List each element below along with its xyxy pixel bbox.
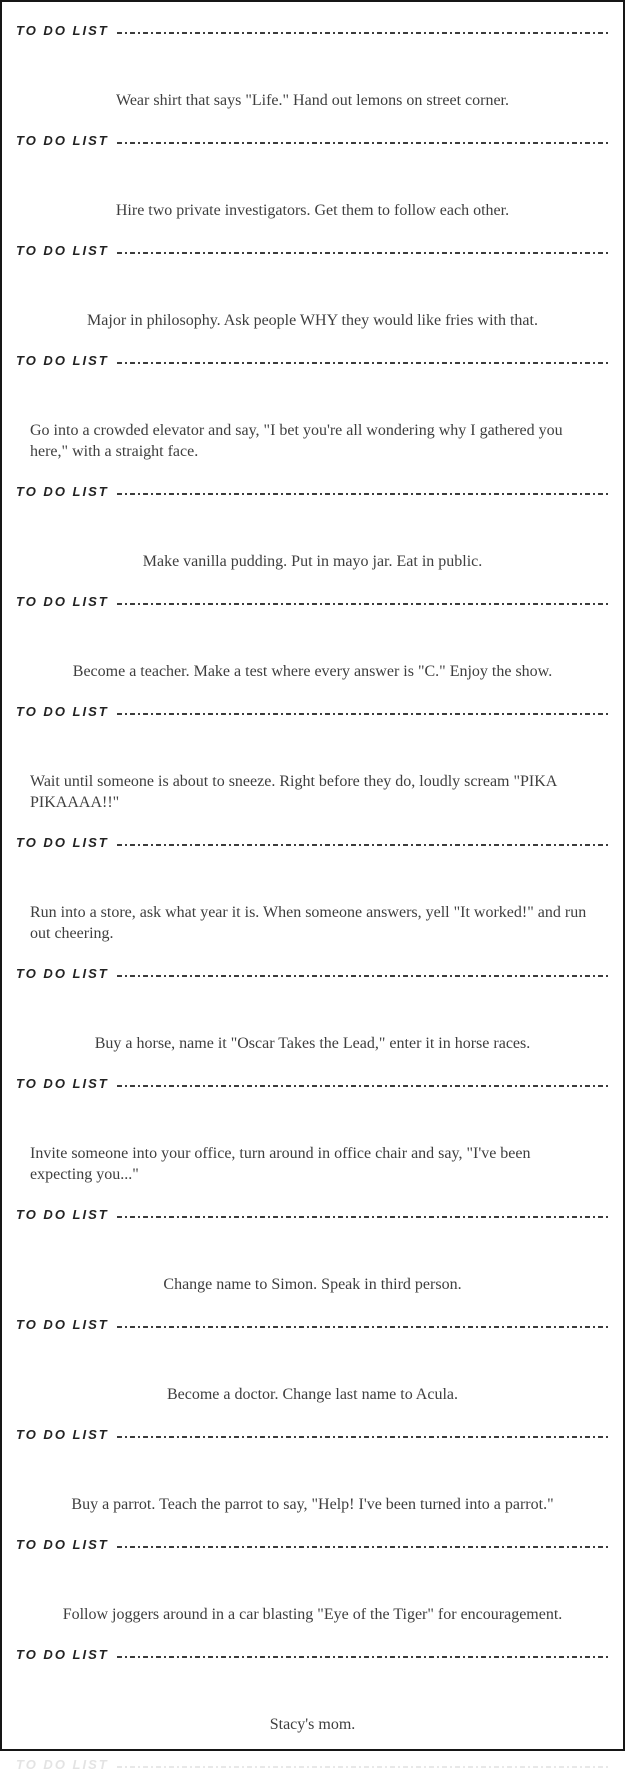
- todo-item-text: Invite someone into your office, turn around in office chair and say, "I've been expecting you...": [30, 1145, 531, 1183]
- dashed-rule: [117, 975, 608, 977]
- section-header: [2, 593, 623, 611]
- todo-section: [2, 22, 623, 111]
- todo-section: [2, 1646, 623, 1735]
- todo-list-label: TO DO LIST: [16, 966, 109, 981]
- todo-list-label: TO DO LIST: [16, 1757, 109, 1772]
- faint-bottom-header: [2, 1756, 623, 1774]
- todo-item-text: Stacy's mom.: [269, 1716, 356, 1733]
- section-header: [2, 1536, 623, 1554]
- section-header: [2, 132, 623, 150]
- todo-section: [2, 593, 623, 682]
- todo-item-text: Buy a parrot. Teach the parrot to say, "Help! I've been turned into a parrot.": [71, 1496, 554, 1513]
- todo-item-text: Follow joggers around in a car blasting "Eye of the Tiger" for encouragement.: [62, 1606, 563, 1623]
- todo-list-label: TO DO LIST: [16, 594, 109, 609]
- dashed-rule: [117, 1546, 608, 1548]
- todo-list-label: TO DO LIST: [16, 1647, 109, 1662]
- todo-sections: [2, 22, 623, 1735]
- todo-list-label: TO DO LIST: [16, 1317, 109, 1332]
- todo-list-label: TO DO LIST: [16, 484, 109, 499]
- todo-item-text: Make vanilla pudding. Put in mayo jar. Eat in public.: [142, 553, 483, 570]
- todo-list-label: TO DO LIST: [16, 835, 109, 850]
- dashed-rule: [117, 1216, 608, 1218]
- todo-item-text: Wait until someone is about to sneeze. Right before they do, loudly scream "PIKA PIKAAAA!!": [30, 773, 557, 811]
- todo-item-text: Become a teacher. Make a test where every answer is "C." Enjoy the show.: [72, 663, 553, 680]
- todo-item-text: Hire two private investigators. Get them to follow each other.: [115, 202, 510, 219]
- todo-section: [2, 352, 623, 462]
- todo-section: [2, 242, 623, 331]
- section-header: [2, 1426, 623, 1444]
- section-header: [2, 1316, 623, 1334]
- todo-section: [2, 834, 623, 944]
- todo-list-label: TO DO LIST: [16, 1427, 109, 1442]
- todo-item-text: Wear shirt that says "Life." Hand out lemons on street corner.: [116, 92, 509, 109]
- todo-section: [2, 1536, 623, 1625]
- todo-item-text: Major in philosophy. Ask people WHY they would like fries with that.: [87, 312, 538, 329]
- todo-list-label: TO DO LIST: [16, 704, 109, 719]
- section-header: [2, 1646, 623, 1664]
- todo-list-label: TO DO LIST: [16, 353, 109, 368]
- dashed-rule: [117, 493, 608, 495]
- todo-item-text: Buy a horse, name it "Oscar Takes the Lead," enter it in horse races.: [94, 1035, 531, 1052]
- section-header: [2, 352, 623, 370]
- todo-list-label: TO DO LIST: [16, 1076, 109, 1091]
- dashed-rule: [117, 1436, 608, 1438]
- section-header: [2, 242, 623, 260]
- section-header: [2, 834, 623, 852]
- section-header: [2, 22, 623, 40]
- section-header: [2, 703, 623, 721]
- section-header: [2, 483, 623, 501]
- todo-section: [2, 965, 623, 1054]
- dashed-rule: [117, 844, 608, 846]
- todo-list-label: TO DO LIST: [16, 1207, 109, 1222]
- dashed-rule: [117, 362, 608, 364]
- dashed-rule: [117, 142, 608, 144]
- todo-list-label: TO DO LIST: [16, 243, 109, 258]
- todo-item-text: Go into a crowded elevator and say, "I bet you're all wondering why I gathered you here," with a straight face.: [30, 422, 563, 460]
- todo-item-text: Change name to Simon. Speak in third person.: [163, 1276, 462, 1293]
- section-header: [2, 1075, 623, 1093]
- todo-section: [2, 1316, 623, 1405]
- todo-section: [2, 1075, 623, 1185]
- dashed-rule: [117, 1326, 608, 1328]
- dashed-rule: [117, 1085, 608, 1087]
- dashed-rule: [117, 32, 608, 34]
- dashed-rule: [117, 252, 608, 254]
- dashed-rule: [117, 713, 608, 715]
- todo-list-label: TO DO LIST: [16, 23, 109, 38]
- todo-section: [2, 1426, 623, 1515]
- dashed-rule: [117, 1766, 608, 1768]
- todo-section: [2, 1206, 623, 1295]
- todo-list-label: TO DO LIST: [16, 1537, 109, 1552]
- todo-item-text: Become a doctor. Change last name to Acula.: [166, 1386, 459, 1403]
- todo-section: [2, 703, 623, 813]
- dashed-rule: [117, 603, 608, 605]
- todo-list-label: TO DO LIST: [16, 133, 109, 148]
- todo-item-text: Run into a store, ask what year it is. When someone answers, yell "It worked!" and run out cheering.: [30, 904, 587, 942]
- dashed-rule: [117, 1656, 608, 1658]
- section-header: [2, 1206, 623, 1224]
- todo-section: [2, 483, 623, 572]
- todo-section: [2, 132, 623, 221]
- section-header: [2, 965, 623, 983]
